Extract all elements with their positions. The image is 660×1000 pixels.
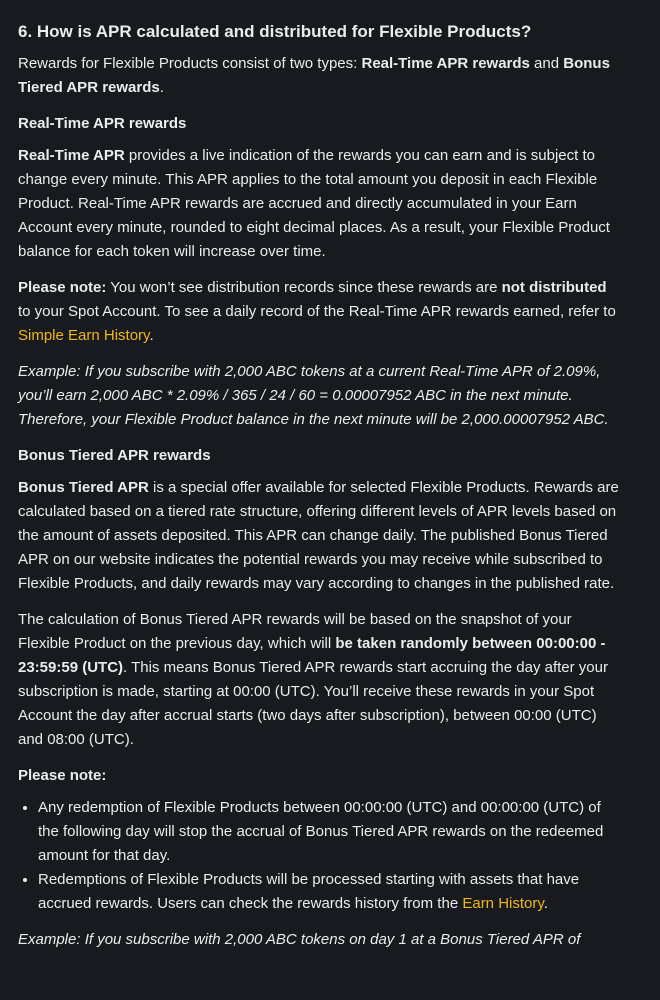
bonus-note-heading: Please note: [18, 767, 107, 784]
note-label: Please note: [18, 279, 107, 296]
intro-text-2: and [529, 55, 564, 72]
intro-text-1: Rewards for Flexible Products consist of two types: [18, 55, 362, 72]
bonus-p2-bold-snapshot: be taken randomly between 00:00:00 - 23:59:59 (UTC) [18, 635, 606, 676]
bullet-2-end: . [543, 895, 548, 912]
intro-bold-bonus: Bonus Tiered APR rewards [18, 55, 610, 96]
simple-earn-history-link[interactable]: Simple Earn History [18, 327, 150, 344]
intro-text-3: . [159, 79, 164, 96]
note-bold-not-distributed: not distributed [501, 279, 607, 296]
realtime-note-paragraph [18, 276, 622, 348]
bullet-2-text: Redemptions of Flexible Products will be processed starting with assets that have accrued rewards. Users can check the rewards history from the [38, 871, 580, 912]
bonus-example: Example: If you subscribe with 2,000 ABC tokens on day 1 at a Bonus Tiered APR of [18, 931, 581, 948]
realtime-heading: Real-Time APR rewards [18, 115, 187, 132]
realtime-paragraph-1 [18, 144, 622, 264]
note-text-2: to your Spot Account. To see a daily record of the Real-Time APR rewards earned, refer to [18, 303, 616, 320]
bonus-p2-text-1: The calculation of Bonus Tiered APR rewards will be based on the snapshot of your Flexible Product on the previous day, which will [18, 611, 572, 652]
bonus-bold-term: Bonus Tiered APR [18, 479, 149, 496]
note-text-3: . [149, 327, 154, 344]
bonus-heading: Bonus Tiered APR rewards [18, 447, 211, 464]
bonus-note-list [18, 796, 622, 916]
realtime-bold-term: Real-Time APR [18, 147, 125, 164]
bonus-p2-text-2: . This means Bonus Tiered APR rewards start accruing the day after your subscription is made, starting at 00:00 (UTC). You’ll receive these rewards in your Spot Account the day after accrual starts (two days after subscription), between 00:00 (UTC) and 08:00 (UTC). [18, 659, 608, 748]
note-text-1: You won’t see distribution records since these rewards are [106, 279, 502, 296]
section-title: 6. How is APR calculated and distributed for Flexible Products? [18, 22, 532, 41]
list-item [38, 868, 622, 916]
intro-paragraph [18, 52, 622, 100]
realtime-text: provides a live indication of the rewards you can earn and is subject to change every minute. This APR applies to the total amount you deposit in each Flexible Product. Real-Time APR rewards are accrued and directly accumulated in your Earn Account every minute, rounded to eight decimal places. As a result, your Flexible Product balance for each token will increase over time. [18, 147, 610, 260]
bonus-paragraph-2 [18, 608, 622, 752]
list-item: • Any redemption of Flexible Products between 00:00:00 (UTC) and 00:00:00 (UTC) of the following day will stop the accrual of Bonus Tiered APR rewards on the redeemed amount for that day. [38, 796, 622, 868]
bonus-text: is a special offer available for selected Flexible Products. Rewards are calculated based on a tiered rate structure, offering different levels of APR levels based on the amount of assets deposited. This APR can change daily. The published Bonus Tiered APR on our website indicates the potential rewards you may receive while subscribed to Flexible Products, and daily rewards may vary according to changes in the published rate. [18, 479, 619, 592]
intro-bold-realtime: Real-Time APR rewards [361, 55, 530, 72]
realtime-example: Example: If you subscribe with 2,000 ABC tokens at a current Real-Time APR of 2.09%, you’ll earn 2,000 ABC * 2.09% / 365 / 24 / 60 = 0.00007952 ABC in the next minute. Therefore, your Flexible Product balance in the next minute will be 2,000.00007952 ABC. [18, 363, 609, 428]
bonus-paragraph-1 [18, 476, 622, 596]
earn-history-link[interactable]: Earn History [462, 895, 544, 912]
